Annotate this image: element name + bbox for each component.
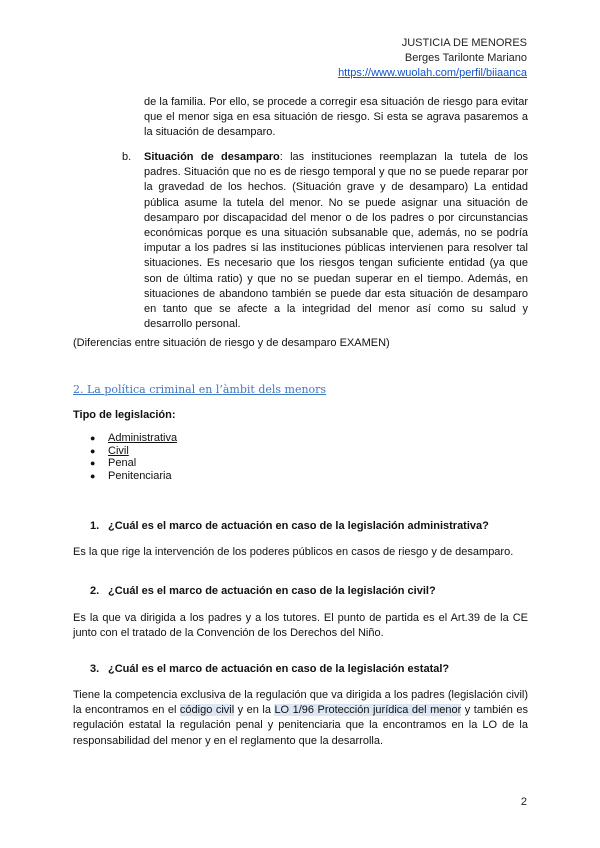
answer-text: Tiene la competencia exclusiva de la regulación que va dirigida a los padres (legislación civil) la encontramos en el: [73, 689, 528, 717]
section-heading[interactable]: 2. La política criminal en l’àmbit dels menors: [73, 383, 327, 396]
question-text: ¿Cuál es el marco de actuación en caso de la legislación administrativa?: [108, 520, 489, 532]
list-item-text: [144, 150, 528, 332]
bullet-label: Administrativa: [108, 432, 178, 444]
list-item: [90, 470, 177, 483]
legislation-type-list: [90, 432, 177, 482]
list-item: [90, 457, 177, 470]
question-number: 3.: [90, 663, 100, 675]
page-header: [338, 36, 527, 81]
answer-paragraph: [73, 688, 528, 749]
answer-paragraph: Es la que rige la intervención de los poderes públicos en casos de riesgo y de desamparo.: [73, 546, 514, 558]
bullet-label: Civil: [108, 444, 129, 457]
list-item-desamparo: [122, 150, 528, 332]
exam-note: (Diferencias entre situación de riesgo y de desamparo EXAMEN): [73, 337, 390, 349]
answer-text: y en la: [234, 704, 275, 717]
bullet-label: Penal: [108, 457, 137, 470]
list-marker: b.: [122, 151, 132, 163]
question-heading: [90, 520, 489, 532]
list-item[interactable]: [90, 445, 177, 458]
header-author: Berges Tarilonte Mariano: [404, 52, 527, 64]
page-number: 2: [520, 796, 527, 808]
highlight-lo-1-96: LO 1/96 Protección jurídica del menor: [274, 704, 462, 717]
question-number: 1.: [90, 520, 100, 532]
bullet-label: Penitenciaria: [108, 469, 172, 482]
bullet-icon: ●: [90, 470, 96, 481]
bullet-icon: ●: [90, 433, 96, 443]
term-desamparo: Situación de desamparo: [144, 151, 280, 163]
question-number: 2.: [90, 585, 100, 597]
question-text: ¿Cuál es el marco de actuación en caso de la legislación civil?: [108, 585, 436, 597]
answer-paragraph: Es la que va dirigida a los padres y a los tutores. El punto de partida es el Art.39 de la CE junto con el tratado de la Convención de los Derechos del Niño.: [73, 612, 528, 640]
bullet-icon: ●: [90, 458, 96, 469]
continued-paragraph: de la familia. Por ello, se procede a corregir esa situación de riesgo para evitar que el menor siga en esa situación de riesgo. Si esta se agrava pasaremos a la situación de desamparo.: [144, 96, 528, 139]
question-heading: [90, 585, 436, 597]
header-profile-link[interactable]: https://www.wuolah.com/perfil/biiaanca: [338, 67, 527, 79]
definition-desamparo: : las instituciones reemplazan la tutela de los padres. Situación que no es de riesgo temporal y que no se puede reparar por la gravedad de los hechos. (Situación grave y de desamparo) La entidad pública asume la tutela del menor. No se puede asignar una situación de desamparo por discapacidad del menor o de los padres o por circunstancias económicas porque es una situación subsanable que, además, no se podría imputar a los padres si las instituciones públicas intervienen para resolver tal situaciones. Es necesario que los riesgos tengan suficiente entidad (ya que son de última ratio) y que no se puedan superar en el tiempo. Además, en situaciones de abandono también se puede dar esta situación de desamparo en tanto que se afecte a la integridad del menor así como su salud y desarrollo personal.: [144, 151, 528, 331]
answer-text: y también es regulación estatal la regulación penal y penitenciaria que la encontramos en la LO de la responsabilidad del menor y en el reglamento que la desarrolla.: [73, 704, 529, 747]
legislation-type-heading: Tipo de legislación:: [73, 409, 176, 421]
question-text: ¿Cuál es el marco de actuación en caso de la legislación estatal?: [108, 663, 450, 675]
header-title: JUSTICIA DE MENORES: [401, 37, 527, 49]
bullet-icon: ●: [90, 445, 96, 456]
list-item[interactable]: [90, 432, 177, 445]
question-heading: [90, 663, 449, 675]
highlight-codigo-civil: código civil: [179, 704, 235, 717]
